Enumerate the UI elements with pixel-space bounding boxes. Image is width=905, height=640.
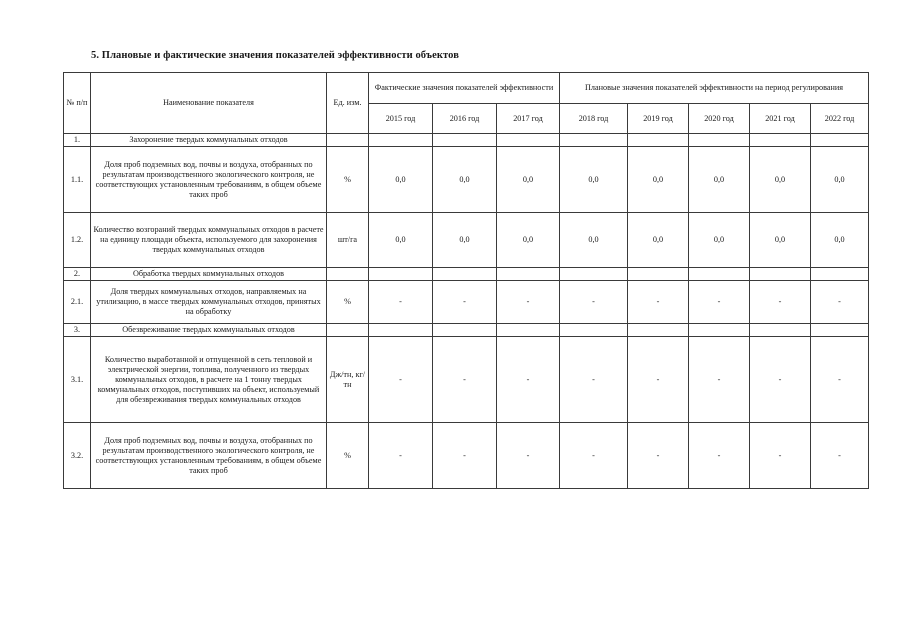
empty-cell	[750, 134, 811, 147]
value-cell: 0,0	[369, 213, 433, 268]
empty-cell	[369, 134, 433, 147]
empty-cell	[433, 324, 497, 337]
value-cell: 0,0	[689, 213, 750, 268]
table-row	[64, 337, 869, 423]
empty-cell	[628, 268, 689, 281]
unit-cell: %	[327, 423, 369, 489]
indicator-name: Количество возгораний твердых коммунальных отходов в расчете на единицу площади объекта, используемого для захоронения твердых коммунальных отходов	[91, 213, 327, 268]
value-cell: 0,0	[497, 213, 560, 268]
header-year: 2021 год	[750, 104, 811, 134]
value-cell: 0,0	[811, 213, 869, 268]
value-cell: 0,0	[497, 147, 560, 213]
table-row	[64, 281, 869, 324]
indicators-table	[63, 72, 869, 489]
value-cell: -	[811, 423, 869, 489]
indicator-name: Доля проб подземных вод, почвы и воздуха, отобранных по результатам производственного экологического контроля, не соответствующих установленным требованиям, в общем объеме таких проб	[91, 147, 327, 213]
value-cell: -	[689, 423, 750, 489]
value-cell: -	[497, 423, 560, 489]
empty-cell	[560, 268, 628, 281]
empty-cell	[327, 134, 369, 147]
value-cell: 0,0	[560, 147, 628, 213]
empty-cell	[750, 268, 811, 281]
value-cell: -	[811, 281, 869, 324]
unit-cell: Дж/тн, кг/тн	[327, 337, 369, 423]
unit-cell: %	[327, 281, 369, 324]
table-header-row	[64, 73, 869, 104]
value-cell: -	[369, 423, 433, 489]
value-cell: 0,0	[689, 147, 750, 213]
section-row	[64, 134, 869, 147]
empty-cell	[689, 324, 750, 337]
row-num: 3.2.	[64, 423, 91, 489]
section-name: Захоронение твердых коммунальных отходов	[91, 134, 327, 147]
table-row	[64, 147, 869, 213]
value-cell: -	[628, 281, 689, 324]
value-cell: -	[750, 337, 811, 423]
value-cell: -	[369, 337, 433, 423]
value-cell: -	[433, 281, 497, 324]
value-cell: 0,0	[750, 147, 811, 213]
section-num: 1.	[64, 134, 91, 147]
value-cell: 0,0	[433, 147, 497, 213]
value-cell: -	[628, 337, 689, 423]
value-cell: 0,0	[811, 147, 869, 213]
empty-cell	[689, 268, 750, 281]
indicator-name: Количество выработанной и отпущенной в сеть тепловой и электрической энергии, топлива, полученного из твердых коммунальных отходов, в расчете на 1 тонну твердых коммунальных отходов, поступивших на объект, используемый для обезвреживания твердых коммунальных отходов	[91, 337, 327, 423]
header-name: Наименование показателя	[91, 73, 327, 134]
unit-cell: %	[327, 147, 369, 213]
value-cell: -	[560, 281, 628, 324]
header-year: 2015 год	[369, 104, 433, 134]
value-cell: -	[628, 423, 689, 489]
value-cell: -	[369, 281, 433, 324]
empty-cell	[369, 324, 433, 337]
value-cell: -	[497, 281, 560, 324]
section-num: 3.	[64, 324, 91, 337]
section-num: 2.	[64, 268, 91, 281]
header-num: № п/п	[64, 73, 91, 134]
empty-cell	[560, 134, 628, 147]
header-unit: Ед. изм.	[327, 73, 369, 134]
row-num: 3.1.	[64, 337, 91, 423]
empty-cell	[327, 268, 369, 281]
empty-cell	[497, 324, 560, 337]
value-cell: -	[433, 423, 497, 489]
header-year: 2017 год	[497, 104, 560, 134]
empty-cell	[811, 324, 869, 337]
value-cell: -	[560, 337, 628, 423]
header-year: 2019 год	[628, 104, 689, 134]
value-cell: -	[433, 337, 497, 423]
row-num: 1.2.	[64, 213, 91, 268]
header-fact-group: Фактические значения показателей эффективности	[369, 73, 560, 104]
header-plan-group: Плановые значения показателей эффективности на период регулирования	[560, 73, 869, 104]
empty-cell	[811, 268, 869, 281]
section-name: Обезвреживание твердых коммунальных отходов	[91, 324, 327, 337]
value-cell: 0,0	[628, 213, 689, 268]
section-row	[64, 324, 869, 337]
table-body	[64, 134, 869, 489]
empty-cell	[750, 324, 811, 337]
value-cell: 0,0	[628, 147, 689, 213]
indicator-name: Доля проб подземных вод, почвы и воздуха, отобранных по результатам производственного экологического контроля, не соответствующих установленным требованиям, в общем объеме таких проб	[91, 423, 327, 489]
empty-cell	[433, 268, 497, 281]
unit-cell: шт/га	[327, 213, 369, 268]
row-num: 2.1.	[64, 281, 91, 324]
empty-cell	[811, 134, 869, 147]
value-cell: -	[750, 281, 811, 324]
empty-cell	[689, 134, 750, 147]
header-year: 2018 год	[560, 104, 628, 134]
header-year: 2016 год	[433, 104, 497, 134]
value-cell: -	[497, 337, 560, 423]
empty-cell	[628, 134, 689, 147]
value-cell: -	[689, 337, 750, 423]
page-title: 5. Плановые и фактические значения показателей эффективности объектов	[91, 50, 460, 61]
table-row	[64, 213, 869, 268]
empty-cell	[327, 324, 369, 337]
empty-cell	[628, 324, 689, 337]
value-cell: -	[560, 423, 628, 489]
table-row	[64, 423, 869, 489]
value-cell: 0,0	[560, 213, 628, 268]
value-cell: 0,0	[369, 147, 433, 213]
empty-cell	[497, 134, 560, 147]
row-num: 1.1.	[64, 147, 91, 213]
header-year: 2020 год	[689, 104, 750, 134]
section-row	[64, 268, 869, 281]
empty-cell	[369, 268, 433, 281]
value-cell: 0,0	[433, 213, 497, 268]
indicator-name: Доля твердых коммунальных отходов, направляемых на утилизацию, в массе твердых коммунальных отходов, принятых на обработку	[91, 281, 327, 324]
value-cell: -	[689, 281, 750, 324]
empty-cell	[433, 134, 497, 147]
value-cell: 0,0	[750, 213, 811, 268]
empty-cell	[560, 324, 628, 337]
header-year: 2022 год	[811, 104, 869, 134]
value-cell: -	[811, 337, 869, 423]
section-name: Обработка твердых коммунальных отходов	[91, 268, 327, 281]
value-cell: -	[750, 423, 811, 489]
empty-cell	[497, 268, 560, 281]
